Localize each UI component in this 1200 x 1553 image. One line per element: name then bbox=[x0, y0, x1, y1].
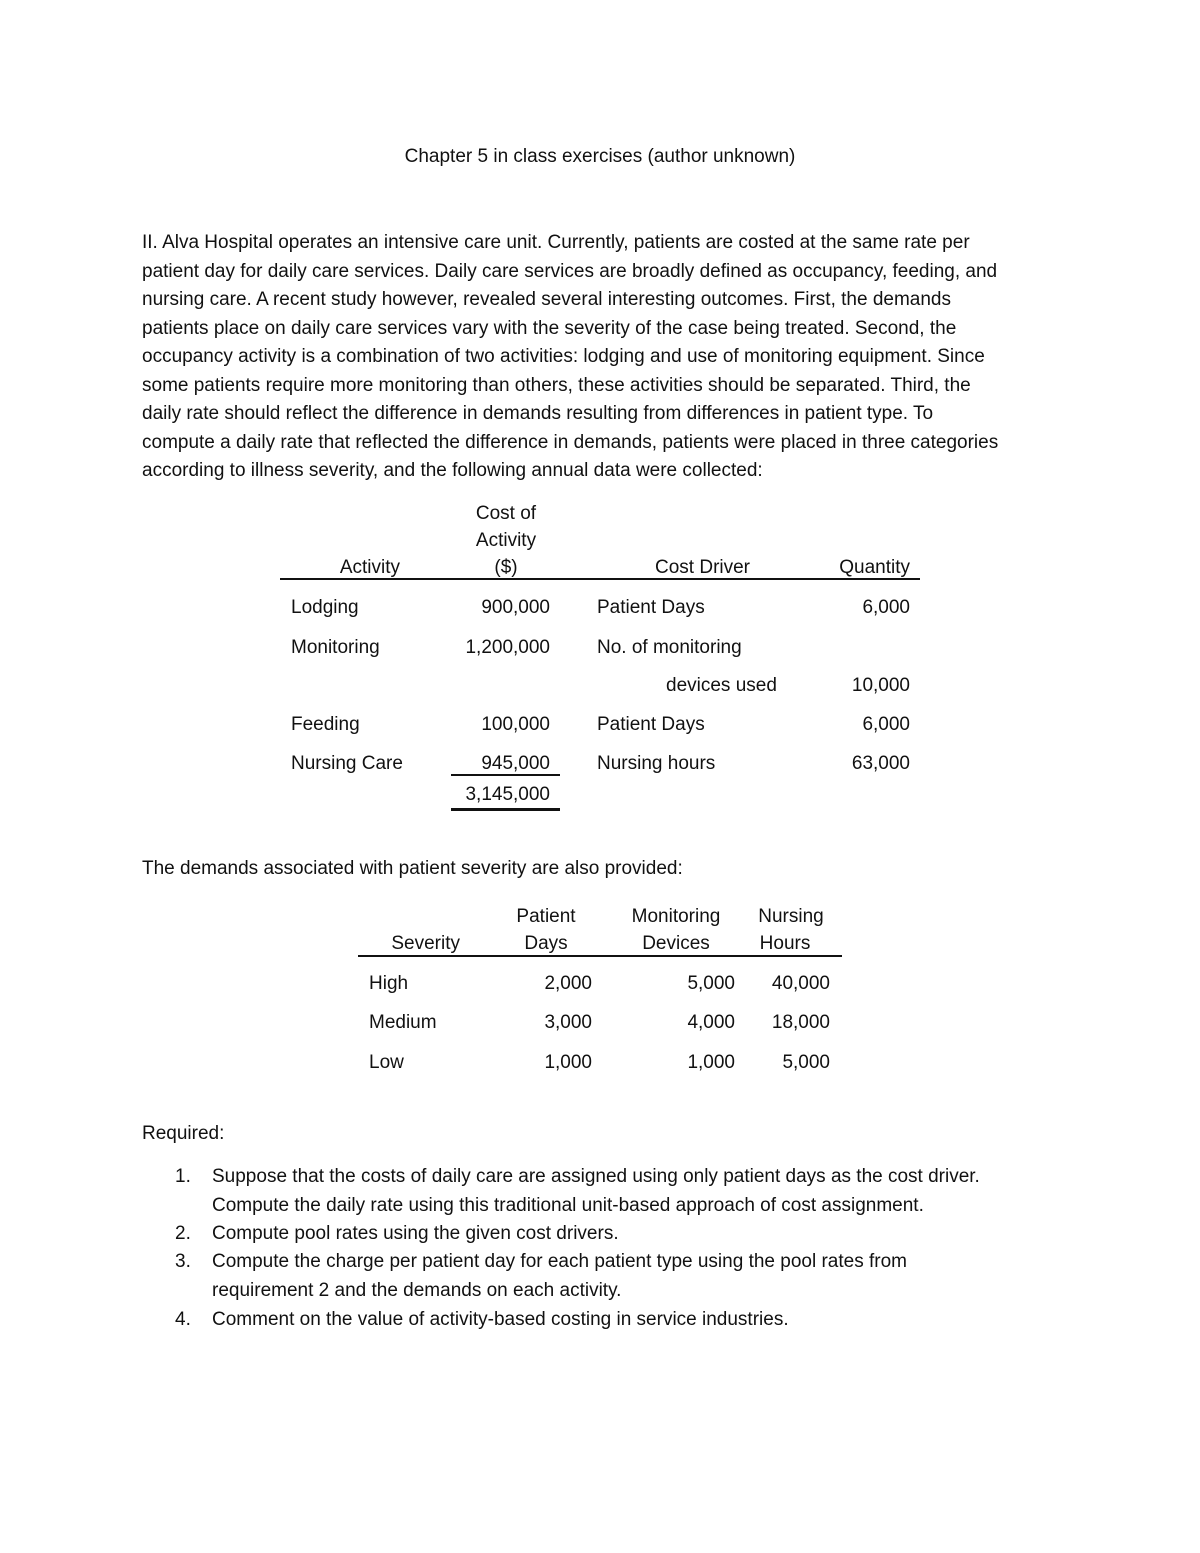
severity-devices: 4,000 bbox=[687, 1012, 735, 1033]
header-monitoring: Monitoring bbox=[631, 906, 721, 927]
severity-label: Low bbox=[369, 1052, 404, 1073]
total-double-rule bbox=[451, 808, 560, 811]
activity-name: Nursing Care bbox=[291, 753, 403, 774]
requirement-number: 2. bbox=[175, 1223, 191, 1244]
header-quantity: Quantity bbox=[839, 557, 910, 578]
page-title: Chapter 5 in class exercises (author unknown) bbox=[404, 146, 796, 167]
severity-hours: 40,000 bbox=[771, 973, 830, 994]
severity-hours: 5,000 bbox=[782, 1052, 830, 1073]
demands-intro: The demands associated with patient severity are also provided: bbox=[142, 858, 683, 879]
requirement-line: Compute pool rates using the given cost drivers. bbox=[212, 1223, 619, 1244]
intro-line: II. Alva Hospital operates an intensive care unit. Currently, patients are costed at the same rate per bbox=[142, 232, 970, 253]
activity-cost: 100,000 bbox=[481, 714, 550, 735]
activity-cost: 1,200,000 bbox=[465, 637, 550, 658]
severity-label: High bbox=[369, 973, 409, 994]
header-days: Days bbox=[524, 933, 568, 954]
severity-header-rule bbox=[358, 955, 842, 957]
header-cost-driver: Cost Driver bbox=[655, 557, 751, 578]
severity-days: 2,000 bbox=[544, 973, 592, 994]
severity-devices: 1,000 bbox=[687, 1052, 735, 1073]
requirement-text bbox=[212, 1248, 1052, 1305]
requirement-line: Compute the daily rate using this traditional unit-based approach of cost assignment. bbox=[212, 1194, 924, 1216]
activity-driver: Patient Days bbox=[597, 714, 705, 735]
header-activity: Activity bbox=[339, 557, 400, 578]
requirement-text bbox=[212, 1220, 1052, 1249]
activity-name: Feeding bbox=[291, 714, 360, 735]
intro-line: patient day for daily care services. Daily care services are broadly defined as occupancy, feeding, and bbox=[142, 260, 998, 282]
header-currency: ($) bbox=[494, 557, 518, 578]
header-nursing: Nursing bbox=[758, 906, 824, 927]
activity-quantity: 63,000 bbox=[851, 753, 910, 774]
required-heading: Required: bbox=[142, 1123, 225, 1144]
activity-driver: Patient Days bbox=[597, 597, 705, 618]
activity-quantity: 10,000 bbox=[851, 675, 910, 696]
activity-cost: 945,000 bbox=[481, 753, 550, 774]
severity-hours: 18,000 bbox=[771, 1012, 830, 1033]
activity-total: 3,145,000 bbox=[465, 784, 550, 805]
intro-line: nursing care. A recent study however, revealed several interesting outcomes. First, the demands bbox=[142, 289, 951, 310]
severity-label: Medium bbox=[369, 1012, 437, 1033]
intro-line: compute a daily rate that reflected the difference in demands, patients were placed in three categories bbox=[142, 431, 999, 453]
header-rule bbox=[280, 578, 920, 580]
header-cost-of: Cost of bbox=[475, 503, 537, 524]
activity-driver: No. of monitoring bbox=[597, 637, 742, 658]
requirement-number: 3. bbox=[175, 1251, 191, 1272]
requirement-line: requirement 2 and the demands on each activity. bbox=[212, 1279, 622, 1301]
activity-quantity: 6,000 bbox=[862, 597, 910, 618]
activity-name: Lodging bbox=[291, 597, 359, 618]
severity-days: 1,000 bbox=[544, 1052, 592, 1073]
intro-line: according to illness severity, and the following annual data were collected: bbox=[142, 460, 763, 481]
activity-driver-continued: devices used bbox=[666, 675, 777, 696]
activity-cost: 900,000 bbox=[481, 597, 550, 618]
subtotal-rule bbox=[451, 774, 560, 776]
activity-driver: Nursing hours bbox=[597, 753, 716, 774]
intro-line: daily rate should reflect the difference in demands resulting from differences in patient type. To bbox=[142, 403, 934, 424]
requirement-line: Compute the charge per patient day for each patient type using the pool rates from bbox=[212, 1251, 907, 1272]
intro-line: patients place on daily care services vary with the severity of the case being treated. Second, the bbox=[142, 317, 957, 339]
intro-line: some patients require more monitoring than others, these activities should be separated. Third, the bbox=[142, 374, 971, 396]
intro-paragraph bbox=[142, 229, 1062, 486]
severity-devices: 5,000 bbox=[687, 973, 735, 994]
header-patient: Patient bbox=[516, 906, 576, 927]
requirement-line: Comment on the value of activity-based costing in service industries. bbox=[212, 1309, 789, 1330]
header-devices: Devices bbox=[642, 933, 710, 954]
requirement-number: 4. bbox=[175, 1309, 191, 1330]
header-activity-word: Activity bbox=[475, 530, 537, 551]
requirement-line: Suppose that the costs of daily care are assigned using only patient days as the cost driver. bbox=[212, 1166, 980, 1187]
requirement-number: 1. bbox=[175, 1166, 191, 1187]
header-severity: Severity bbox=[391, 933, 460, 954]
severity-days: 3,000 bbox=[544, 1012, 592, 1033]
activity-name: Monitoring bbox=[291, 637, 380, 658]
intro-line: occupancy activity is a combination of two activities: lodging and use of monitoring equipment. Since bbox=[142, 346, 985, 367]
header-hours: Hours bbox=[759, 933, 811, 954]
requirement-text bbox=[212, 1163, 1052, 1220]
requirement-text bbox=[212, 1306, 1052, 1335]
activity-quantity: 6,000 bbox=[862, 714, 910, 735]
